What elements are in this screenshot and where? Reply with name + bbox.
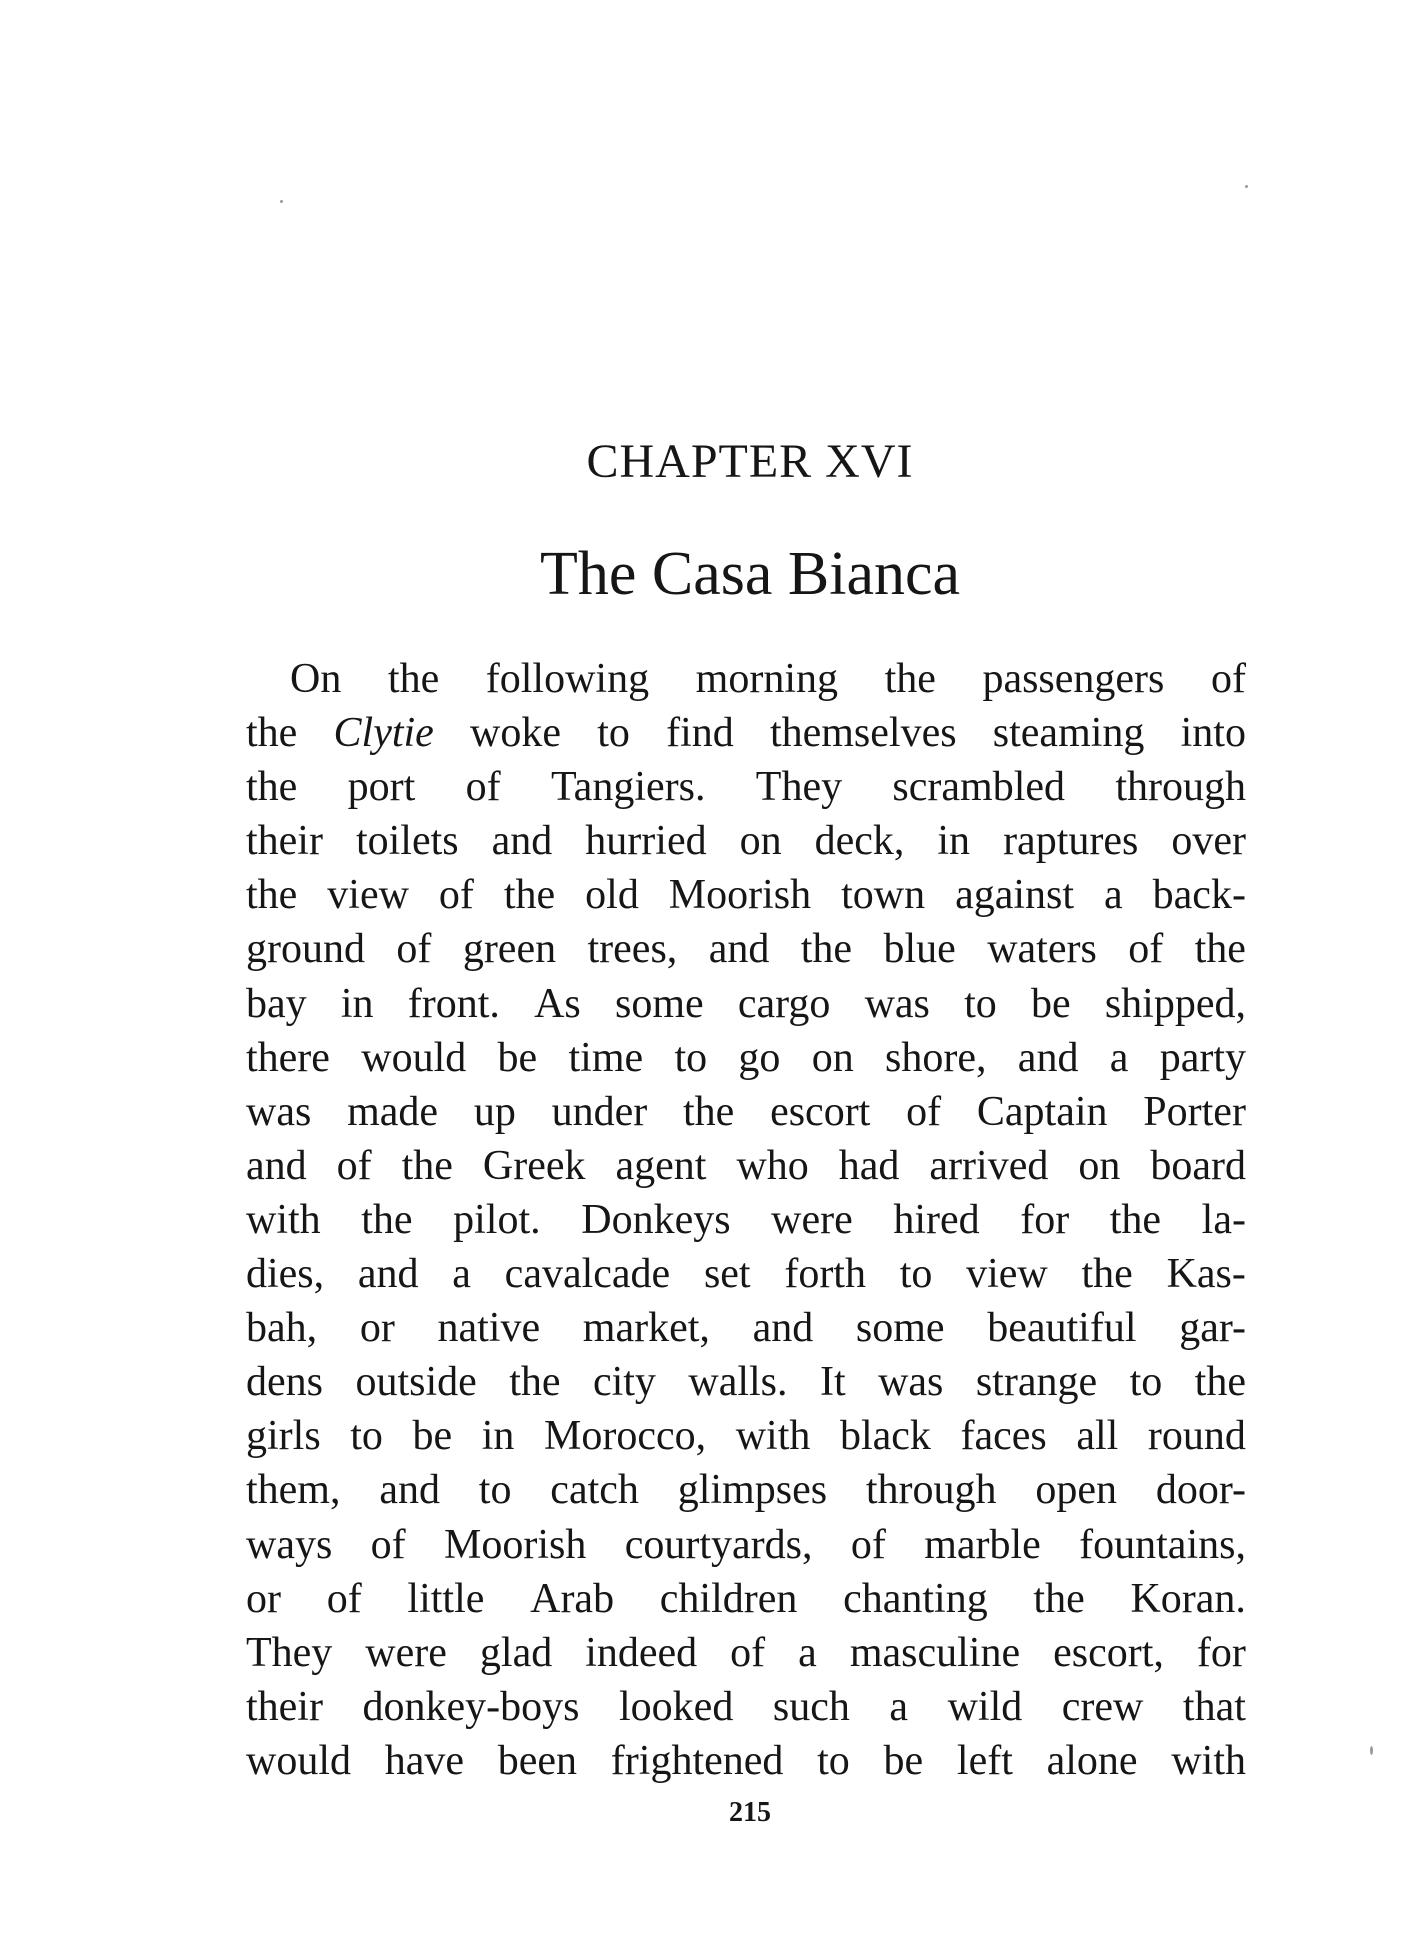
word: toilets bbox=[355, 818, 459, 865]
word: party bbox=[1159, 1034, 1246, 1081]
word: door- bbox=[1155, 1467, 1246, 1514]
word: and bbox=[752, 1305, 814, 1352]
text-line bbox=[246, 1085, 1246, 1139]
word: to bbox=[899, 1251, 933, 1298]
word: escort, bbox=[1053, 1629, 1164, 1676]
word: Greek bbox=[482, 1142, 586, 1189]
word: the bbox=[246, 710, 298, 757]
word: of bbox=[438, 872, 474, 919]
word: have bbox=[384, 1737, 465, 1784]
word: to bbox=[597, 710, 630, 757]
word: masculine bbox=[849, 1629, 1021, 1676]
word: the bbox=[884, 656, 936, 702]
word: catch bbox=[550, 1467, 639, 1514]
word: following bbox=[485, 656, 650, 702]
word: bay bbox=[246, 980, 307, 1027]
word: forth bbox=[784, 1251, 866, 1298]
word: the bbox=[509, 1359, 561, 1406]
word: courtyards, bbox=[624, 1521, 813, 1568]
word: of bbox=[396, 926, 432, 973]
word: Porter bbox=[1143, 1088, 1246, 1135]
word: and bbox=[246, 1142, 307, 1189]
word: Moorish bbox=[668, 872, 812, 919]
word: time bbox=[568, 1034, 644, 1081]
word: It bbox=[819, 1359, 846, 1406]
text-line bbox=[246, 760, 1246, 814]
word: Captain bbox=[976, 1088, 1108, 1135]
word: in bbox=[481, 1413, 515, 1460]
word: all bbox=[1076, 1413, 1119, 1460]
word: outside bbox=[355, 1359, 477, 1406]
word: frightened bbox=[610, 1737, 784, 1784]
scan-speck bbox=[280, 200, 283, 203]
word: walls. bbox=[688, 1359, 788, 1406]
word: over bbox=[1171, 818, 1246, 865]
word: As bbox=[534, 980, 581, 1027]
word: looked bbox=[619, 1683, 734, 1730]
word: been bbox=[497, 1737, 578, 1784]
word: blue bbox=[883, 926, 956, 973]
word: They bbox=[755, 764, 843, 811]
word: steaming bbox=[992, 710, 1145, 757]
word: the bbox=[1194, 1359, 1246, 1406]
word: their bbox=[246, 1683, 323, 1730]
word: of bbox=[370, 1521, 406, 1568]
text-line bbox=[246, 1355, 1246, 1409]
word: front. bbox=[407, 980, 500, 1027]
word: bah, bbox=[246, 1305, 318, 1352]
word: themselves bbox=[769, 710, 957, 757]
word: on bbox=[1078, 1142, 1121, 1189]
word: glad bbox=[479, 1629, 553, 1676]
word: waters bbox=[987, 926, 1097, 973]
word: the bbox=[1081, 1251, 1133, 1298]
word: the bbox=[361, 1196, 413, 1243]
word: to bbox=[964, 980, 997, 1027]
text-line bbox=[246, 1626, 1246, 1680]
word: city bbox=[592, 1359, 656, 1406]
word: and bbox=[379, 1467, 440, 1514]
word: hired bbox=[893, 1196, 980, 1243]
word: little bbox=[407, 1575, 485, 1622]
text-line bbox=[246, 814, 1246, 868]
text-line bbox=[246, 1680, 1246, 1734]
word: the bbox=[800, 926, 853, 973]
word: go bbox=[738, 1034, 781, 1081]
word: or bbox=[359, 1305, 395, 1352]
word: the bbox=[1194, 926, 1246, 973]
word: board bbox=[1150, 1142, 1246, 1189]
text-line bbox=[246, 1463, 1246, 1517]
word: arrived bbox=[929, 1142, 1049, 1189]
body-text bbox=[246, 652, 1246, 1788]
word: and bbox=[708, 926, 770, 973]
word: some bbox=[614, 980, 704, 1027]
word: old bbox=[585, 872, 639, 919]
word: view bbox=[966, 1251, 1048, 1298]
page-number: 215 bbox=[729, 1797, 771, 1828]
word: were bbox=[771, 1196, 853, 1243]
text-line bbox=[246, 922, 1246, 976]
word: Koran. bbox=[1130, 1575, 1246, 1622]
word: set bbox=[703, 1251, 751, 1298]
word: them, bbox=[246, 1467, 341, 1514]
word: and bbox=[357, 1251, 419, 1298]
text-line bbox=[246, 977, 1246, 1031]
word: for bbox=[1196, 1629, 1246, 1676]
word: their bbox=[246, 818, 323, 865]
word: Tangiers. bbox=[550, 764, 706, 811]
word: of bbox=[336, 1142, 372, 1189]
word: passengers bbox=[982, 656, 1165, 702]
word: the bbox=[401, 1142, 453, 1189]
word: up bbox=[473, 1088, 516, 1135]
word: native bbox=[437, 1305, 541, 1352]
scan-speck bbox=[1245, 185, 1248, 188]
word: to bbox=[817, 1737, 850, 1784]
word: the bbox=[682, 1088, 735, 1135]
word: of bbox=[1210, 656, 1246, 702]
text-line bbox=[246, 868, 1246, 922]
word: the bbox=[387, 656, 440, 702]
word: shipped, bbox=[1104, 980, 1246, 1027]
word: trees, bbox=[587, 926, 678, 973]
text-line bbox=[246, 706, 1246, 760]
word: through bbox=[865, 1467, 997, 1514]
word: to bbox=[350, 1413, 383, 1460]
text-line bbox=[246, 1031, 1246, 1085]
word: would bbox=[246, 1737, 351, 1784]
word: made bbox=[347, 1088, 439, 1135]
word: scrambled bbox=[892, 764, 1066, 811]
word: beautiful bbox=[987, 1305, 1137, 1352]
word: chanting bbox=[843, 1575, 988, 1622]
chapter-heading: CHAPTER XVI bbox=[586, 435, 914, 488]
word: be bbox=[412, 1413, 453, 1460]
word: Donkeys bbox=[581, 1196, 731, 1243]
word: cavalcade bbox=[504, 1251, 671, 1298]
word: a bbox=[798, 1629, 817, 1676]
word: the bbox=[246, 764, 298, 811]
word: of bbox=[906, 1088, 942, 1135]
word: shore, bbox=[885, 1034, 987, 1081]
word: pilot. bbox=[453, 1196, 541, 1243]
word: who bbox=[736, 1142, 809, 1189]
word: such bbox=[772, 1683, 850, 1730]
word: town bbox=[841, 872, 926, 919]
word: glimpses bbox=[677, 1467, 828, 1514]
word: gar- bbox=[1179, 1305, 1246, 1352]
word: escort bbox=[770, 1088, 871, 1135]
word: They bbox=[246, 1629, 333, 1676]
word: a bbox=[1109, 1034, 1129, 1081]
text-line bbox=[246, 1193, 1246, 1247]
word: be bbox=[497, 1034, 538, 1081]
word: would bbox=[361, 1034, 467, 1081]
word: faces bbox=[960, 1413, 1047, 1460]
text-line bbox=[246, 1734, 1246, 1788]
word: agent bbox=[615, 1142, 707, 1189]
word: hurried bbox=[585, 818, 707, 865]
word: a bbox=[889, 1683, 909, 1730]
word: market, bbox=[582, 1305, 710, 1352]
word: black bbox=[839, 1413, 931, 1460]
word: to bbox=[674, 1034, 708, 1081]
word: children bbox=[659, 1575, 798, 1622]
word: raptures bbox=[1003, 818, 1139, 865]
word: through bbox=[1115, 764, 1246, 811]
scan-speck bbox=[1370, 1746, 1373, 1755]
word: alone bbox=[1046, 1737, 1138, 1784]
word: on bbox=[739, 818, 782, 865]
text-line bbox=[246, 1139, 1246, 1193]
word: marble bbox=[924, 1521, 1041, 1568]
word: dens bbox=[246, 1359, 323, 1406]
word: cargo bbox=[737, 980, 831, 1027]
word: under bbox=[551, 1088, 648, 1135]
word: of bbox=[1128, 926, 1164, 973]
text-line bbox=[246, 1301, 1246, 1355]
word: Clytie bbox=[333, 710, 434, 757]
word: fountains, bbox=[1079, 1521, 1246, 1568]
text-line bbox=[246, 1572, 1246, 1626]
word: On bbox=[290, 656, 342, 702]
word: of bbox=[326, 1575, 362, 1622]
word: was bbox=[878, 1359, 944, 1406]
word: be bbox=[1030, 980, 1071, 1027]
word: port bbox=[347, 764, 416, 811]
word: girls bbox=[246, 1413, 321, 1460]
word: a bbox=[452, 1251, 471, 1298]
text-line bbox=[246, 1518, 1246, 1572]
word: that bbox=[1182, 1683, 1246, 1730]
word: strange bbox=[975, 1359, 1098, 1406]
word: a bbox=[1104, 872, 1123, 919]
word: with bbox=[735, 1413, 811, 1460]
word: be bbox=[883, 1737, 924, 1784]
word: wild bbox=[947, 1683, 1023, 1730]
word: to bbox=[1129, 1359, 1163, 1406]
word: left bbox=[956, 1737, 1013, 1784]
word: with bbox=[246, 1196, 321, 1243]
text-line bbox=[246, 1409, 1246, 1463]
word: and bbox=[1017, 1034, 1079, 1081]
word: in bbox=[937, 818, 971, 865]
word: Arab bbox=[530, 1575, 615, 1622]
word: indeed bbox=[585, 1629, 698, 1676]
word: round bbox=[1147, 1413, 1246, 1460]
text-line bbox=[246, 1247, 1246, 1301]
word: or bbox=[246, 1575, 281, 1622]
word: into bbox=[1180, 710, 1246, 757]
word: find bbox=[666, 710, 734, 757]
word: some bbox=[855, 1305, 945, 1352]
word: and bbox=[491, 818, 553, 865]
word: deck, bbox=[814, 818, 905, 865]
word: of bbox=[850, 1521, 886, 1568]
word: against bbox=[955, 872, 1075, 919]
word: with bbox=[1171, 1737, 1246, 1784]
word: the bbox=[1033, 1575, 1085, 1622]
word: the bbox=[503, 872, 556, 919]
word: had bbox=[838, 1142, 900, 1189]
word: in bbox=[340, 980, 374, 1027]
text-line bbox=[246, 652, 1246, 706]
chapter-title: The Casa Bianca bbox=[539, 540, 961, 608]
word: the bbox=[1109, 1196, 1162, 1243]
word: view bbox=[327, 872, 409, 919]
word: woke bbox=[470, 710, 562, 757]
word: morning bbox=[695, 656, 838, 702]
word: were bbox=[365, 1629, 447, 1676]
word: was bbox=[246, 1088, 312, 1135]
word: there bbox=[246, 1034, 330, 1081]
word: for bbox=[1020, 1196, 1070, 1243]
word: back- bbox=[1152, 872, 1246, 919]
word: dies, bbox=[246, 1251, 325, 1298]
word: Kas- bbox=[1166, 1251, 1246, 1298]
word: open bbox=[1035, 1467, 1118, 1514]
word: of bbox=[465, 764, 501, 811]
word: Morocco, bbox=[543, 1413, 707, 1460]
word: was bbox=[864, 980, 930, 1027]
word: green bbox=[462, 926, 557, 973]
word: ground bbox=[246, 926, 365, 973]
word: of bbox=[730, 1629, 766, 1676]
word: the bbox=[246, 872, 298, 919]
word: on bbox=[811, 1034, 854, 1081]
word: to bbox=[478, 1467, 512, 1514]
word: la- bbox=[1201, 1196, 1246, 1243]
word: ways bbox=[246, 1521, 333, 1568]
word: donkey-boys bbox=[362, 1683, 580, 1730]
word: Moorish bbox=[444, 1521, 587, 1568]
word: crew bbox=[1061, 1683, 1144, 1730]
